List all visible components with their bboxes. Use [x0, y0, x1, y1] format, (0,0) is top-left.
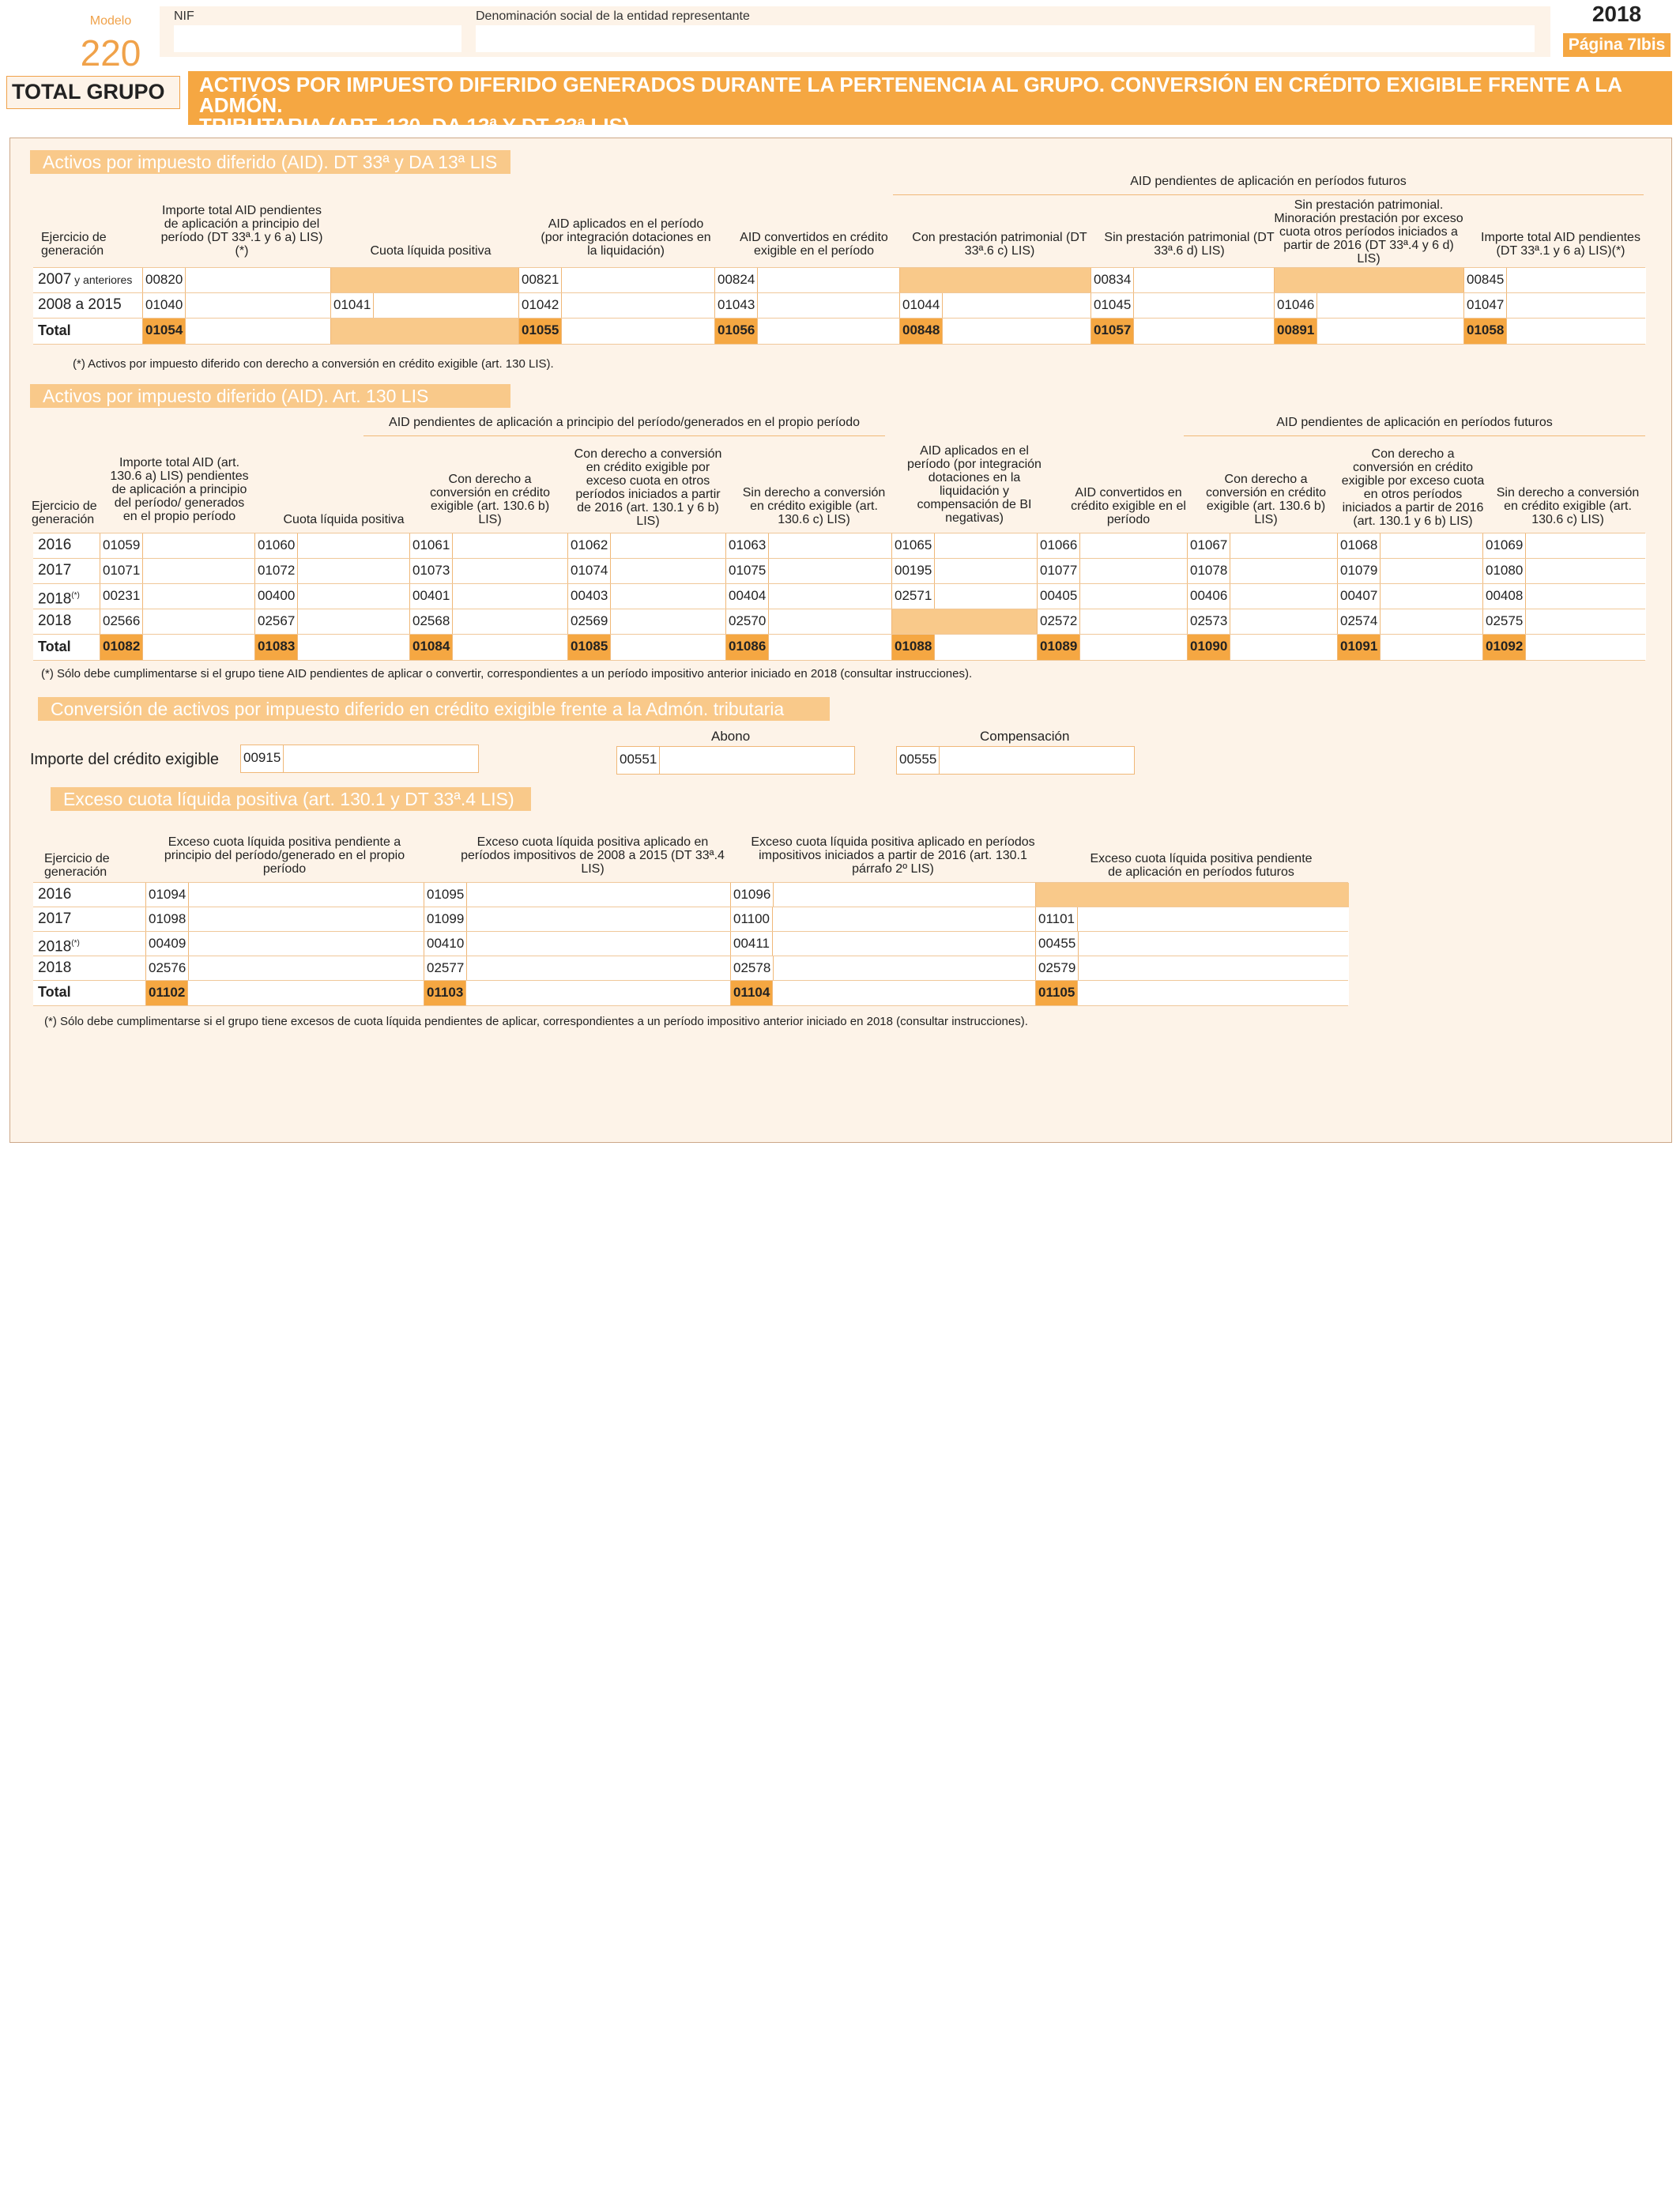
input-cell[interactable]: [1037, 609, 1188, 635]
field-code: 01104: [731, 981, 773, 1005]
field-code: 01082: [100, 635, 143, 660]
field-code: 00821: [519, 268, 562, 293]
input-cell[interactable]: [1463, 293, 1646, 319]
section-aid-dt33: Activos por impuesto diferido (AID). DT 33ª y DA 13ª LIS: [30, 150, 510, 174]
table-row: [33, 533, 1645, 560]
input-cell[interactable]: [1187, 609, 1338, 635]
field-code: 01058: [1464, 319, 1507, 344]
s4-h-ejercicio: Ejercicio de generación: [44, 852, 110, 879]
field-code: 02572: [1038, 609, 1080, 635]
input-cell: [891, 609, 1038, 635]
input-cell[interactable]: [518, 293, 715, 319]
input-cell[interactable]: [730, 981, 1036, 1005]
field-code: 01074: [568, 559, 611, 584]
input-cell[interactable]: [730, 883, 1036, 907]
total-grupo-label: TOTAL GRUPO: [6, 76, 180, 109]
field-code: 00400: [255, 584, 298, 609]
input-cell[interactable]: [424, 956, 731, 981]
field-code: 01072: [255, 559, 298, 584]
input-cell[interactable]: [409, 559, 568, 584]
s2-h-con-der-exc: Con derecho a conversión en crédito exigible por exceso cuota en otros períodos iniciados a partir de 2016 (art. 130.1 y 6 b) LIS): [574, 447, 722, 528]
row-label: 2016: [38, 886, 72, 903]
field-code: 01073: [410, 559, 453, 584]
s2-h-importe: Importe total AID (art. 130.6 a) LIS) pendientes de aplicación a principio del período/ generados en el propio período: [110, 456, 249, 523]
input-cell[interactable]: [254, 559, 410, 584]
input-cell[interactable]: [424, 981, 731, 1005]
field-code: 01047: [1464, 293, 1507, 319]
s1-h-importe-total: Importe total AID pendientes (DT 33ª.1 y 6 a) LIS)(*): [1481, 231, 1640, 258]
input-cell[interactable]: [100, 609, 255, 635]
field-code: 01088: [892, 635, 935, 660]
input-cell[interactable]: [518, 319, 715, 344]
section-aid-art130: Activos por impuesto diferido (AID). Art. 130 LIS: [30, 384, 510, 408]
field-code: 01105: [1036, 981, 1078, 1005]
s1-h-aplicados: AID aplicados en el período (por integración dotaciones en la liquidación): [541, 217, 711, 258]
header-fields: [160, 6, 1550, 57]
field-code: 01090: [1188, 635, 1230, 660]
row-label: 2018(*): [38, 590, 80, 608]
input-cell[interactable]: [1037, 533, 1188, 559]
input-cell[interactable]: [1482, 635, 1646, 660]
input-cell[interactable]: [142, 268, 331, 293]
field-code: 01067: [1188, 533, 1230, 559]
s2-h-f-sin-der: Sin derecho a conversión en crédito exigible (art. 130.6 c) LIS): [1496, 486, 1640, 526]
field-code: 00407: [1338, 584, 1381, 609]
field-code: 01075: [726, 559, 769, 584]
field-code: 02570: [726, 609, 769, 635]
section-exceso-cuota: Exceso cuota líquida positiva (art. 130.1 y DT 33ª.4 LIS): [51, 787, 531, 811]
input-cell[interactable]: [254, 533, 410, 559]
field-code: 01040: [143, 293, 186, 319]
field-code: 02569: [568, 609, 611, 635]
input-cell: [330, 319, 519, 344]
input-cell[interactable]: [714, 319, 900, 344]
input-cell[interactable]: [1337, 533, 1483, 559]
input-cell[interactable]: [409, 533, 568, 559]
field-code: 00411: [731, 932, 773, 956]
field-code: 00848: [900, 319, 943, 344]
table-row: [33, 609, 1645, 635]
field-code: 00406: [1188, 584, 1230, 609]
s1-h-sin-prest-min: Sin prestación patrimonial. Minoración prestación por exceso cuota otros períodos iniciados a partir de 2016 (DT 33ª.4 y 6 d) LIS): [1274, 198, 1463, 266]
field-code: 00403: [568, 584, 611, 609]
input-cell[interactable]: [725, 635, 892, 660]
field-code: 01060: [255, 533, 298, 559]
input-cell[interactable]: [1337, 559, 1483, 584]
row-label: 2007 y anteriores: [38, 271, 133, 288]
s2-h-ejercicio: Ejercicio de generación: [32, 499, 97, 526]
field-code: 02566: [100, 609, 143, 635]
field-code: 00409: [146, 932, 189, 956]
input-cell: [1274, 268, 1464, 293]
modelo-label: Modelo: [89, 14, 132, 28]
input-cell[interactable]: [891, 584, 1038, 609]
field-code: 02571: [892, 584, 935, 609]
field-code: 01071: [100, 559, 143, 584]
s1-h-sin-prest: Sin prestación patrimonial (DT 33ª.6 d) LIS): [1104, 231, 1275, 258]
input-cell[interactable]: [1337, 635, 1483, 660]
s1-group-futuros: AID pendientes de aplicación en períodos futuros: [1130, 175, 1407, 188]
compensacion-field[interactable]: [896, 746, 1135, 775]
input-cell[interactable]: [725, 533, 892, 559]
s1-footnote: (*) Activos por impuesto diferido con derecho a conversión en crédito exigible (art. 130 LIS).: [73, 357, 554, 371]
abono-field[interactable]: [616, 746, 855, 775]
field-code: 01084: [410, 635, 453, 660]
field-code: 01103: [424, 981, 466, 1005]
input-cell[interactable]: [409, 609, 568, 635]
table-row: [33, 907, 1348, 933]
input-cell[interactable]: [567, 559, 726, 584]
field-code: 00195: [892, 559, 935, 584]
field-code: 02573: [1188, 609, 1230, 635]
row-label: Total: [38, 322, 71, 338]
field-code: 00455: [1036, 932, 1079, 956]
field-code: 00404: [726, 584, 769, 609]
modelo-number: 220: [80, 32, 141, 74]
field-code: 01046: [1275, 293, 1317, 319]
input-cell[interactable]: [1337, 584, 1483, 609]
field-code: 01043: [715, 293, 758, 319]
s1-h-convertidos: AID convertidos en crédito exigible en el período: [740, 231, 888, 258]
field-code: 01102: [146, 981, 188, 1005]
field-code: 01063: [726, 533, 769, 559]
field-code: 01094: [146, 883, 189, 907]
input-cell[interactable]: [424, 907, 731, 932]
field-code: 01100: [731, 907, 773, 932]
s2-group-futuros: AID pendientes de aplicación en períodos futuros: [1276, 416, 1553, 429]
input-cell[interactable]: [730, 932, 1036, 956]
s1-h-con-prest: Con prestación patrimonial (DT 33ª.6 c) LIS): [912, 231, 1087, 258]
nif-label: NIF: [174, 9, 194, 23]
input-cell[interactable]: [142, 319, 331, 344]
s1-h-ejercicio: Ejercicio de generación: [41, 231, 107, 258]
input-cell: [1035, 883, 1349, 907]
year: 2018: [1591, 2, 1642, 26]
field-code: 01091: [1338, 635, 1381, 660]
table-row: [33, 558, 1645, 585]
row-label: 2018: [38, 613, 72, 629]
s2-h-f-con-der: Con derecho a conversión en crédito exigible (art. 130.6 b) LIS): [1205, 473, 1327, 526]
field-code: 01101: [1036, 907, 1078, 932]
field-code: 01078: [1188, 559, 1230, 584]
input-cell[interactable]: [725, 584, 892, 609]
s2-footnote: (*) Sólo debe cumplimentarse si el grupo tiene AID pendientes de aplicar o convertir, correspondientes a un período impositivo anterior iniciado en 2018 (consultar instrucciones).: [41, 667, 973, 680]
row-label: 2017: [38, 562, 72, 579]
input-cell[interactable]: [1463, 268, 1646, 293]
field-code: 01079: [1338, 559, 1381, 584]
field-code: 00891: [1275, 319, 1317, 344]
input-cell[interactable]: [145, 907, 424, 932]
field-code: 01065: [892, 533, 935, 559]
s2-h-aplicados: AID aplicados en el período (por integración dotaciones en la liquidación y compensación de BI negativas): [907, 444, 1042, 525]
abono-code: 00551: [617, 747, 660, 774]
input-cell[interactable]: [100, 559, 255, 584]
input-cell[interactable]: [1187, 533, 1338, 559]
input-cell[interactable]: [1482, 584, 1646, 609]
input-cell[interactable]: [100, 533, 255, 559]
s4-footnote: (*) Sólo debe cumplimentarse si el grupo tiene excesos de cuota líquida pendientes de aplicar, correspondientes a un período impositivo anterior iniciado en 2018 (consultar instrucciones).: [44, 1015, 1028, 1028]
table-row: [33, 882, 1348, 908]
field-code: 00820: [143, 268, 186, 293]
input-cell[interactable]: [1337, 609, 1483, 635]
importe-credito-field[interactable]: [240, 745, 479, 773]
field-code: 00401: [410, 584, 453, 609]
field-code: 01054: [143, 319, 186, 344]
input-cell[interactable]: [1187, 584, 1338, 609]
compensacion-code: 00555: [897, 747, 940, 774]
input-cell[interactable]: [567, 609, 726, 635]
input-cell[interactable]: [254, 584, 410, 609]
input-cell[interactable]: [714, 293, 900, 319]
field-code: 01086: [726, 635, 769, 660]
field-code: 01069: [1483, 533, 1526, 559]
section-conversion: Conversión de activos por impuesto diferido en crédito exigible frente a la Admón. tributaria: [38, 697, 830, 721]
field-code: 01061: [410, 533, 453, 559]
s4-h-pendiente: Exceso cuota líquida positiva pendiente a principio del período/generado en el propio período: [164, 835, 405, 876]
s2-group-principio: AID pendientes de aplicación a principio del período/generados en el propio período: [389, 416, 860, 429]
field-code: 00231: [100, 584, 143, 609]
field-code: 02575: [1483, 609, 1526, 635]
s4-h-futuros: Exceso cuota líquida positiva pendiente de aplicación en períodos futuros: [1090, 852, 1313, 879]
input-cell[interactable]: [899, 319, 1091, 344]
field-code: 01045: [1091, 293, 1134, 319]
field-code: 02576: [146, 956, 189, 981]
s2-h-con-der: Con derecho a conversión en crédito exigible (art. 130.6 b) LIS): [429, 473, 551, 526]
input-cell[interactable]: [409, 635, 568, 660]
input-cell[interactable]: [891, 533, 1038, 559]
s2-h-cuota: Cuota líquida positiva: [283, 513, 405, 526]
input-cell[interactable]: [1035, 907, 1349, 932]
row-label: 2018: [38, 959, 72, 976]
page-number: Página 7Ibis: [1563, 33, 1671, 57]
importe-credito-code: 00915: [241, 745, 284, 772]
input-cell[interactable]: [142, 293, 331, 319]
field-code: 00410: [424, 932, 467, 956]
field-code: 01056: [715, 319, 758, 344]
field-code: 01066: [1038, 533, 1080, 559]
field-code: 01098: [146, 907, 189, 932]
field-code: 02578: [731, 956, 774, 981]
row-label: 2017: [38, 910, 72, 927]
denominacion-input[interactable]: [476, 25, 1535, 52]
table-row: [33, 583, 1645, 610]
input-cell: [899, 268, 1091, 293]
input-cell[interactable]: [1035, 932, 1349, 956]
field-code: 01085: [568, 635, 611, 660]
input-cell[interactable]: [1035, 981, 1349, 1005]
input-cell[interactable]: [1037, 559, 1188, 584]
input-cell[interactable]: [567, 584, 726, 609]
input-cell[interactable]: [424, 932, 731, 956]
row-label: Total: [38, 639, 71, 654]
s1-h-importe: Importe total AID pendientes de aplicación a principio del período (DT 33ª.1 y 6 a) LIS)(*): [160, 204, 323, 258]
input-cell[interactable]: [100, 584, 255, 609]
field-code: 01062: [568, 533, 611, 559]
field-code: 01042: [519, 293, 562, 319]
table-row: [33, 267, 1645, 294]
s2-h-convertidos: AID convertidos en crédito exigible en el período: [1071, 486, 1186, 526]
input-cell[interactable]: [891, 559, 1038, 584]
field-code: 01095: [424, 883, 467, 907]
field-code: 00405: [1038, 584, 1080, 609]
input-cell[interactable]: [891, 635, 1038, 660]
input-cell[interactable]: [1463, 319, 1646, 344]
field-code: 02577: [424, 956, 467, 981]
input-cell[interactable]: [145, 956, 424, 981]
field-code: 01099: [424, 907, 467, 932]
field-code: 01068: [1338, 533, 1381, 559]
input-cell[interactable]: [1274, 293, 1464, 319]
field-code: 00834: [1091, 268, 1134, 293]
table-row: [33, 318, 1645, 345]
table-row: [33, 634, 1645, 661]
input-cell[interactable]: [899, 293, 1091, 319]
field-code: 00408: [1483, 584, 1526, 609]
field-code: 00824: [715, 268, 758, 293]
nif-input[interactable]: [174, 25, 461, 52]
input-cell[interactable]: [254, 609, 410, 635]
input-cell[interactable]: [1035, 956, 1349, 981]
field-code: 01044: [900, 293, 943, 319]
importe-credito-label: Importe del crédito exigible: [30, 751, 220, 768]
input-cell[interactable]: [1090, 319, 1275, 344]
input-cell[interactable]: [1274, 319, 1464, 344]
field-code: 01041: [331, 293, 374, 319]
field-code: 00845: [1464, 268, 1507, 293]
field-code: 01059: [100, 533, 143, 559]
input-cell[interactable]: [145, 981, 424, 1005]
page-title: ACTIVOS POR IMPUESTO DIFERIDO GENERADOS DURANTE LA PERTENENCIA AL GRUPO. CONVERSIÓN EN CRÉDITO EXIGIBLE FRENTE A LA ADMÓN. TRIBUTARIA (ART. 130, DA 13ª Y DT 33ª LIS): [188, 71, 1672, 125]
input-cell[interactable]: [330, 293, 519, 319]
input-cell[interactable]: [409, 584, 568, 609]
input-cell[interactable]: [730, 907, 1036, 932]
abono-label: Abono: [711, 729, 751, 744]
input-cell[interactable]: [145, 883, 424, 907]
row-label: 2016: [38, 537, 72, 553]
denominacion-label: Denominación social de la entidad representante: [476, 9, 750, 23]
field-code: 02579: [1036, 956, 1079, 981]
field-code: 02574: [1338, 609, 1381, 635]
field-code: 02567: [255, 609, 298, 635]
row-label: 2018(*): [38, 938, 80, 956]
input-cell[interactable]: [567, 635, 726, 660]
table-row: [33, 292, 1645, 319]
input-cell[interactable]: [254, 635, 410, 660]
field-code: 01083: [255, 635, 298, 660]
input-cell[interactable]: [100, 635, 255, 660]
table-row: [33, 931, 1348, 957]
s4-h-aplicado-2016: Exceso cuota líquida positiva aplicado en períodos impositivos iniciados a partir de 2016 (art. 130.1 párrafo 2º LIS): [751, 835, 1035, 876]
input-cell[interactable]: [424, 883, 731, 907]
field-code: 01055: [519, 319, 562, 344]
table-row: [33, 980, 1348, 1006]
field-code: 01077: [1038, 559, 1080, 584]
row-label: 2008 a 2015: [38, 296, 122, 313]
s2-h-sin-der: Sin derecho a conversión en crédito exigible (art. 130.6 c) LIS): [742, 486, 886, 526]
input-cell[interactable]: [730, 956, 1036, 981]
s1-h-cuota: Cuota líquida positiva: [370, 244, 492, 258]
row-label: Total: [38, 984, 71, 1000]
table-row: [33, 956, 1348, 982]
input-cell[interactable]: [518, 268, 715, 293]
input-cell[interactable]: [567, 533, 726, 559]
input-cell[interactable]: [1482, 533, 1646, 559]
input-cell[interactable]: [725, 609, 892, 635]
field-code: 01096: [731, 883, 774, 907]
input-cell: [330, 268, 519, 293]
input-cell[interactable]: [1090, 268, 1275, 293]
field-code: 01092: [1483, 635, 1526, 660]
compensacion-label: Compensación: [980, 729, 1070, 744]
input-cell[interactable]: [1482, 609, 1646, 635]
input-cell[interactable]: [725, 559, 892, 584]
input-cell[interactable]: [1037, 584, 1188, 609]
field-code: 01080: [1483, 559, 1526, 584]
input-cell[interactable]: [145, 932, 424, 956]
input-cell[interactable]: [1187, 635, 1338, 660]
input-cell[interactable]: [1482, 559, 1646, 584]
s2-h-f-con-der-exc: Con derecho a conversión en crédito exigible por exceso cuota en otros períodos iniciados a partir de 2016 (art. 130.1 y 6 b) LIS): [1341, 447, 1485, 528]
field-code: 01057: [1091, 319, 1134, 344]
s4-h-aplicado-2008: Exceso cuota líquida positiva aplicado en períodos impositivos de 2008 a 2015 (DT 33ª.4 LIS): [461, 835, 725, 876]
input-cell[interactable]: [1037, 635, 1188, 660]
input-cell[interactable]: [1090, 293, 1275, 319]
field-code: 02568: [410, 609, 453, 635]
input-cell[interactable]: [1187, 559, 1338, 584]
field-code: 01089: [1038, 635, 1080, 660]
input-cell[interactable]: [714, 268, 900, 293]
